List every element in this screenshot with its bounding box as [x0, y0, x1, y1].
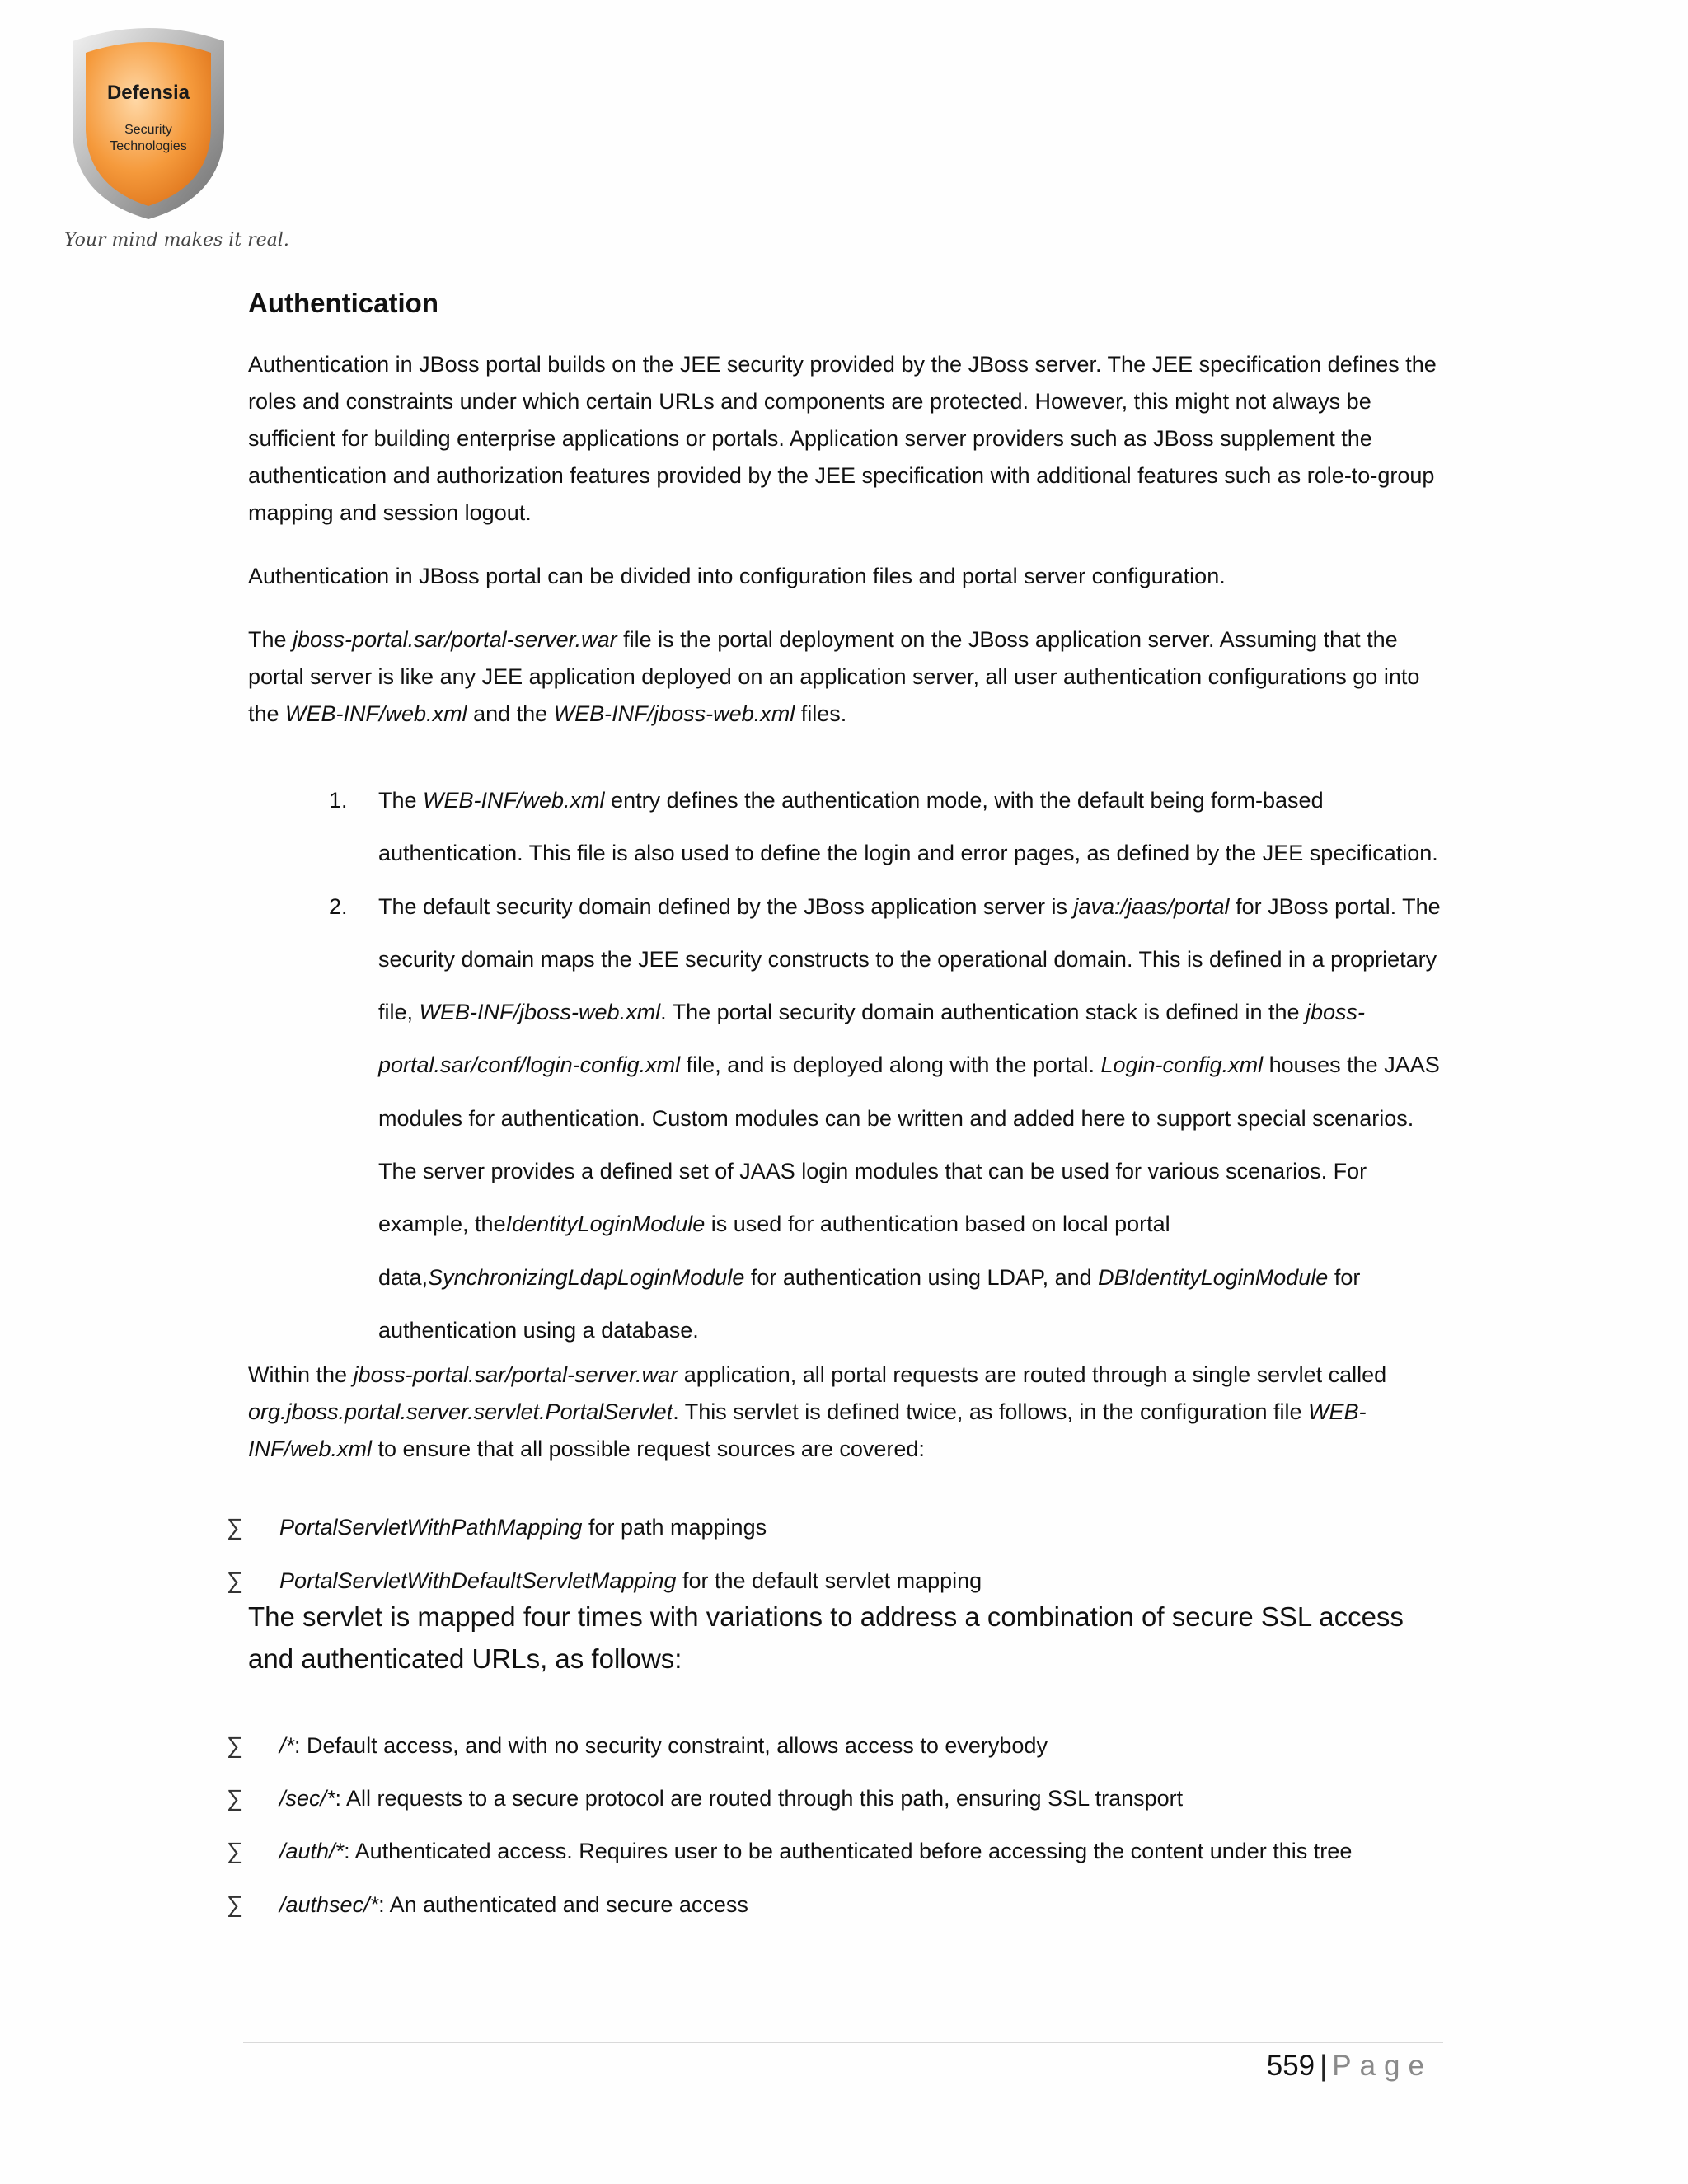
page-label: Page	[1332, 2050, 1432, 2082]
deployment-paragraph: The jboss-portal.sar/portal-server.war file is the portal deployment on the JBoss application server. Assuming that the portal server is like any JEE application deployed on an application server, all user authentication configurations go into the WEB-INF/web.xml and the WEB-INF/jboss-web.xml files.	[248, 627, 1420, 726]
page-number: 559	[1266, 2050, 1315, 2082]
footer-separator: |	[1320, 2050, 1328, 2082]
list-item: ∑ /*: Default access, and with no security constraint, allows access to everybody	[248, 1719, 1443, 1772]
list-item: ∑ /auth/*: Authenticated access. Requires user to be authenticated before accessing the content under this tree	[248, 1825, 1443, 1877]
configuration-steps	[248, 774, 1443, 1357]
step-item: 2. The default security domain defined by the JBoss application server is java:/jaas/portal for JBoss portal. The security domain maps the JEE security constructs to the operational domain. This is defined in a proprietary file, WEB-INF/jboss-web.xml. The portal security domain authentication stack is defined in the jboss-portal.sar/conf/login-config.xml file, and is deployed along with the portal. Login-config.xml houses the JAAS modules for authentication. Custom modules can be written and added here to support special scenarios. The server provides a defined set of JAAS login modules that can be used for various scenarios. For example, theIdentityLoginModule is used for authentication based on local portal data,SynchronizingLdapLoginModule for authentication using LDAP, and DBIdentityLoginModule for authentication using a database.	[248, 880, 1443, 1357]
sigma-bullet-icon: ∑	[227, 1514, 243, 1540]
logo-brand: Defensia	[106, 82, 190, 104]
list-item: ∑ /sec/*: All requests to a secure protocol are routed through this path, ensuring SSL transport	[248, 1772, 1443, 1825]
list-item: ∑ PortalServletWithDefaultServletMapping for the default servlet mapping	[248, 1554, 1443, 1607]
list-item: ∑ /authsec/*: An authenticated and secure access	[248, 1878, 1443, 1931]
list-item: ∑ PortalServletWithPathMapping for path mappings	[248, 1501, 1443, 1554]
sigma-bullet-icon: ∑	[227, 1838, 243, 1864]
page-footer	[1267, 2046, 1432, 2087]
sigma-bullet-icon: ∑	[227, 1785, 243, 1811]
servlet-definition-list	[227, 1501, 1443, 1607]
sigma-bullet-icon: ∑	[227, 1567, 243, 1593]
portal-war-path: jboss-portal.sar/portal-server.war	[293, 627, 617, 652]
url-mapping-list	[227, 1719, 1443, 1931]
logo-sub-line2: Technologies	[110, 139, 187, 153]
step-number: 2.	[329, 893, 348, 919]
company-logo	[58, 25, 289, 264]
shield-logo-graphic	[58, 25, 289, 264]
mapping-paragraph: The servlet is mapped four times with variations to address a combination of secure SSL access and authenticated URLs, as follows:	[248, 1601, 1404, 1674]
intro-paragraph: Authentication in JBoss portal builds on the JEE security provided by the JBoss server. The JEE specification defines the roles and constraints under which certain URLs and components are protected. However, this might not always be sufficient for building enterprise applications or portals. Application server providers such as JBoss supplement the authentication and authorization features provided by the JEE specification with additional features such as role-to-group mapping and session logout.	[248, 352, 1437, 525]
division-paragraph: Authentication in JBoss portal can be divided into configuration files and portal server configuration.	[248, 564, 1226, 588]
step-number: 1.	[329, 788, 348, 813]
logo-sub-line1: Security	[124, 123, 172, 137]
footer-divider	[243, 2042, 1443, 2043]
sigma-bullet-icon: ∑	[227, 1732, 243, 1758]
jboss-web-xml-path: WEB-INF/jboss-web.xml	[553, 701, 795, 726]
step-item: 1. The WEB-INF/web.xml entry defines the authentication mode, with the default being form-based authentication. This file is also used to define the login and error pages, as defined by the JEE specification.	[248, 774, 1443, 880]
logo-tagline: Your mind makes it real.	[64, 230, 289, 251]
servlet-paragraph: Within the jboss-portal.sar/portal-server.war application, all portal requests are routed through a single servlet called org.jboss.portal.server.servlet.PortalServlet. This servlet is defined twice, as follows, in the configuration file WEB-INF/web.xml to ensure that all possible request sources are covered:	[248, 1362, 1387, 1462]
sigma-bullet-icon: ∑	[227, 1891, 243, 1917]
web-xml-path: WEB-INF/web.xml	[285, 701, 467, 726]
page-content	[227, 280, 1443, 1931]
section-title: Authentication	[248, 288, 438, 318]
